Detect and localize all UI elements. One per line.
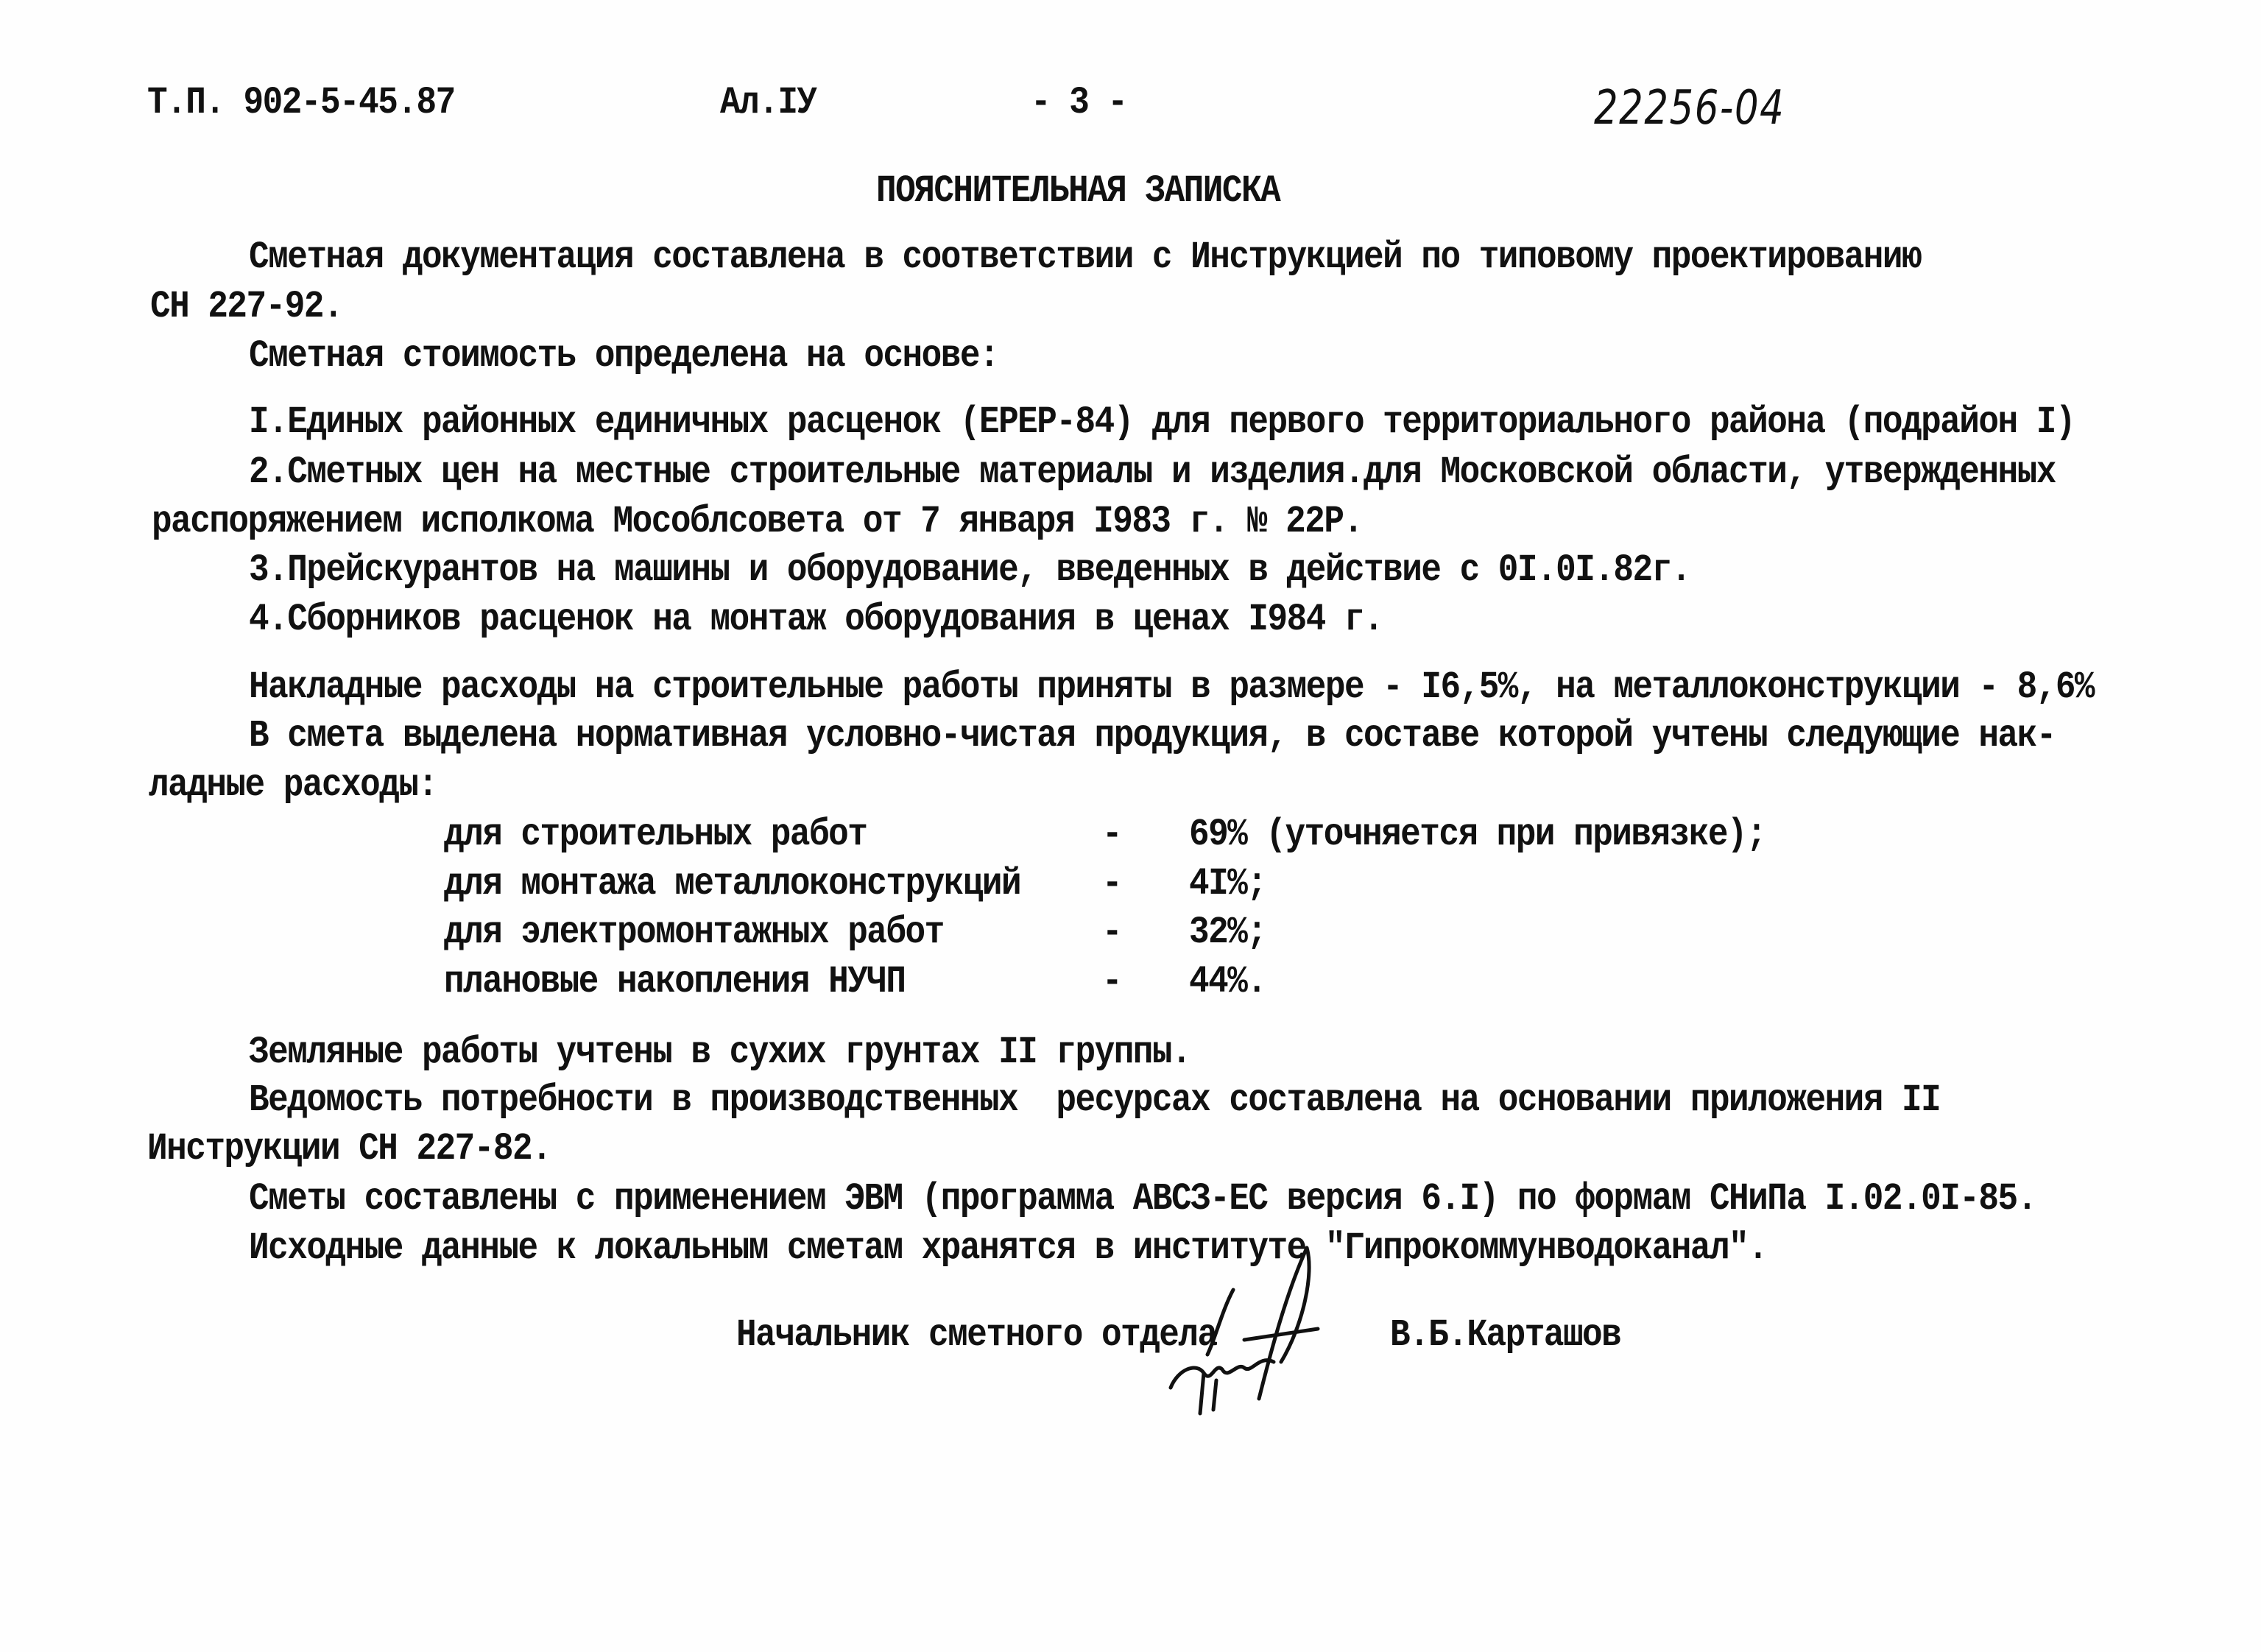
- basis-item-2: 2.Сметных цен на местные строительные материалы и изделия.для Московской области, утвержденных: [249, 451, 2056, 494]
- basis-item-1: I.Единых районных единичных расценок (ЕРЕР-84) для первого территориального района (подрайон I): [249, 400, 2075, 444]
- overhead-item-label: для электромонтажных работ: [444, 911, 944, 954]
- overhead-item-dash: -: [1102, 862, 1122, 906]
- document-title: ПОЯСНИТЕЛЬНАЯ ЗАПИСКА: [876, 169, 1280, 213]
- overhead-item-label: для строительных работ: [444, 813, 867, 856]
- signatory-name: В.Б.Карташов: [1390, 1313, 1621, 1357]
- handwritten-signature-icon: [1163, 1244, 1406, 1421]
- normative-line-2: ладные расходы:: [149, 763, 437, 807]
- basis-item-3: 3.Прейскурантов на машины и оборудование, введенных в действие с 0I.0I.82г.: [249, 548, 1690, 592]
- intro-line-2: СН 227-92.: [150, 285, 343, 328]
- overhead-item-dash: -: [1102, 960, 1122, 1003]
- album-number: Ал.IУ: [720, 81, 816, 124]
- intro-line-1: Сметная документация составлена в соответствии с Инструкцией по типовому проектированию: [249, 236, 1922, 279]
- page-number: - 3 -: [1031, 81, 1127, 124]
- overhead-line: Накладные расходы на строительные работы приняты в размере - I6,5%, на металлоконструкции - 8,6%: [249, 666, 2095, 709]
- resources-line-1: Ведомость потребности в производственных ресурсах составлена на основании приложения II: [249, 1079, 1941, 1122]
- overhead-item-value: 4I%;: [1189, 862, 1266, 906]
- earthworks-line: Земляные работы учтены в сухих грунтах II группы.: [249, 1031, 1191, 1074]
- basis-item-2-cont: распоряжением исполкома Мособлсовета от 7 января I983 г. № 22Р.: [152, 500, 1363, 543]
- signatory-position: Начальник сметного отдела: [736, 1313, 1217, 1357]
- basis-item-4: 4.Сборников расценок на монтаж оборудования в ценах I984 г.: [249, 598, 1383, 641]
- overhead-item-label: плановые накопления НУЧП: [444, 960, 906, 1003]
- overhead-item-value: 32%;: [1189, 911, 1266, 954]
- overhead-item-dash: -: [1102, 813, 1122, 856]
- normative-line-1: В смета выделена нормативная условно-чистая продукция, в составе которой учтены следующие нак-: [249, 714, 2056, 758]
- basis-heading: Сметная стоимость определена на основе:: [249, 334, 999, 378]
- overhead-item-dash: -: [1102, 911, 1122, 954]
- inventory-number: 22256-04: [1594, 81, 1785, 135]
- overhead-item-value: 44%.: [1189, 960, 1266, 1003]
- project-code: Т.П. 902-5-45.87: [147, 81, 455, 124]
- overhead-item-value: 69% (уточняется при привязке);: [1189, 813, 1766, 856]
- resources-line-2: Инструкции СН 227-82.: [147, 1127, 551, 1171]
- overhead-item-label: для монтажа металлоконструкций: [444, 862, 1021, 906]
- source-data-line: Исходные данные к локальным сметам хранятся в институте "Гипрокоммунводоканал".: [249, 1226, 1768, 1270]
- computer-line: Сметы составлены с применением ЭВМ (программа АВСЗ-ЕС версия 6.I) по формам СНиПа I.02.0I-85.: [249, 1177, 2036, 1221]
